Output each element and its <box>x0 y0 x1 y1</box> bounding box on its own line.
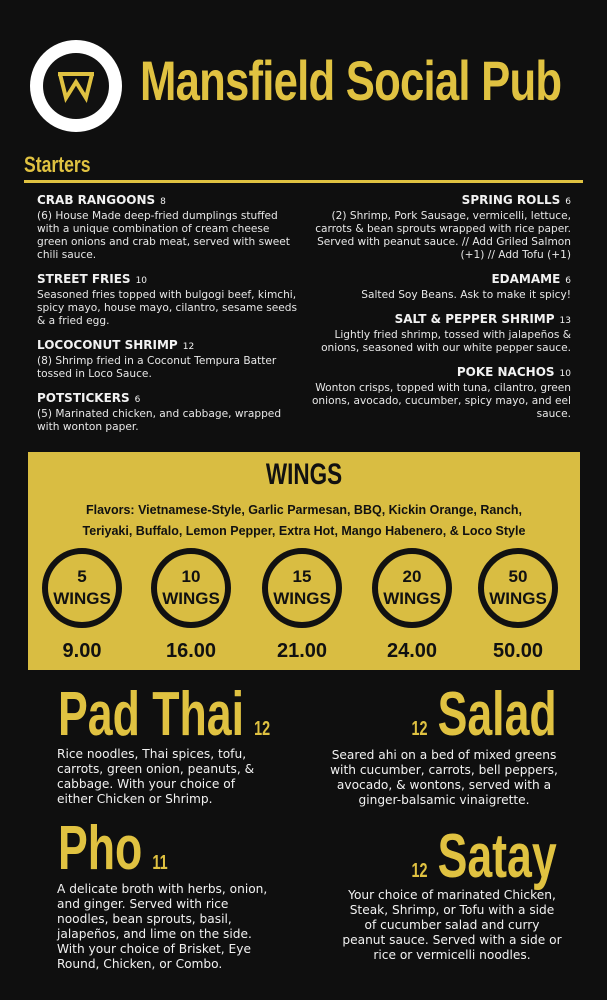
dish-description: Seared ahi on a bed of mixed greens with cucumber, carrots, bell peppers, avocado, & wontons, served with a ginger-balsamic vinaigrette. <box>330 748 558 807</box>
logo-monogram-icon <box>54 64 98 108</box>
wing-count: 5 <box>77 567 87 586</box>
item-name: STREET FRIES <box>37 272 131 286</box>
dish-description: Your choice of marinated Chicken, Steak, Shrimp, or Tofu with a side of cucumber salad and curry peanut sauce. Served with a side or rice or vermicelli noodles. <box>342 888 562 962</box>
wings-flavors: Flavors: Vietnamese-Style, Garlic Parmesan, BBQ, Kickin Orange, Ranch, Teriyaki, Buffalo, Lemon Pepper, Extra Hot, Mango Habenero, & Loco Style <box>82 503 526 538</box>
item-description: Seasoned fries topped with bulgogi beef, kimchi, spicy mayo, house mayo, cilantro, sesame seeds & a fried egg. <box>37 289 298 327</box>
section-divider <box>24 180 583 183</box>
menu-item <box>301 193 571 262</box>
dish-name: Pad Thai <box>58 680 245 749</box>
wing-price: 50.00 <box>492 640 544 662</box>
wing-count: 50 <box>508 567 528 586</box>
dish-name: Pho <box>58 814 143 883</box>
pub-logo <box>30 40 122 132</box>
menu-item <box>301 272 571 302</box>
item-name: CRAB RANGOONS <box>37 193 156 207</box>
item-name: POKE NACHOS <box>456 365 555 379</box>
menu-item <box>301 312 571 355</box>
wing-unit: WINGS <box>53 589 111 608</box>
item-name: LOCOCONUT SHRIMP <box>37 338 178 352</box>
item-description: Salted Soy Beans. Ask to make it spicy! <box>361 289 571 301</box>
item-price: 6 <box>565 276 571 286</box>
section-heading-starters: Starters <box>24 152 91 177</box>
item-price: 10 <box>135 276 148 286</box>
menu-item <box>301 365 571 421</box>
wings-title: WINGS <box>265 458 343 491</box>
wing-option-5 <box>42 548 122 628</box>
wing-count: 20 <box>402 567 422 586</box>
item-price: 8 <box>160 197 166 207</box>
wing-unit: WINGS <box>383 589 441 608</box>
wing-unit: WINGS <box>273 589 331 608</box>
wing-option-15 <box>262 548 342 628</box>
dish-price: 12 <box>411 718 428 740</box>
item-description: (5) Marinated chicken, and cabbage, wrapped with wonton paper. <box>37 408 282 433</box>
menu-item <box>37 338 299 381</box>
wing-price: 16.00 <box>165 640 217 662</box>
item-price: 6 <box>134 395 141 405</box>
item-description: (8) Shrimp fried in a Coconut Tempura Batter tossed in Loco Sauce. <box>37 355 277 380</box>
item-name: POTSTICKERS <box>37 391 130 405</box>
menu-item <box>37 193 299 262</box>
item-price: 13 <box>559 316 571 326</box>
item-description: Wonton crisps, topped with tuna, cilantro, green onions, avocado, cucumber, spicy mayo, and eel sauce. <box>311 382 571 420</box>
item-name: EDAMAME <box>491 272 561 286</box>
item-price: 6 <box>565 197 571 207</box>
item-price: 12 <box>182 342 195 352</box>
menu-item <box>37 272 299 328</box>
wing-count: 15 <box>292 567 312 586</box>
menu-item <box>37 391 299 434</box>
wing-count: 10 <box>181 567 201 586</box>
item-price: 10 <box>559 369 571 379</box>
wing-unit: WINGS <box>162 589 220 608</box>
dish-name: Salad <box>437 680 557 749</box>
wings-panel <box>28 452 580 670</box>
dish-description: Rice noodles, Thai spices, tofu, carrots, green onion, peanuts, & cabbage. With your choice of either Chicken or Shrimp. <box>57 747 255 806</box>
wing-option-50 <box>478 548 558 628</box>
dish-price: 12 <box>411 860 428 882</box>
page-title: Mansfield Social Pub <box>140 49 562 112</box>
starters-right-column <box>301 193 571 431</box>
wing-price: 24.00 <box>386 640 438 662</box>
dish-price: 12 <box>254 718 271 740</box>
item-name: SALT & PEPPER SHRIMP <box>394 312 555 326</box>
item-description: (6) House Made deep-fried dumplings stuffed with a unique combination of cream cheese green onions and crab meat, served with sweet chili sauce. <box>37 210 290 261</box>
item-name: SPRING ROLLS <box>461 193 561 207</box>
dish-name: Satay <box>437 822 557 891</box>
wing-unit: WINGS <box>489 589 547 608</box>
item-description: Lightly fried shrimp, tossed with jalapeños & onions, seasoned with our white pepper sauce. <box>321 329 571 354</box>
wing-option-20 <box>372 548 452 628</box>
item-description: (2) Shrimp, Pork Sausage, vermicelli, lettuce, carrots & bean sprouts wrapped with rice paper. Served with peanut sauce. // Add Griled Salmon (+1) // Add Tofu (+1) <box>315 210 571 261</box>
wing-price: 9.00 <box>62 640 102 662</box>
wing-price: 21.00 <box>276 640 328 662</box>
dish-description: A delicate broth with herbs, onion, and ginger. Served with rice noodles, bean sprouts, basil, jalapeños, and lime on the side. With your choice of Brisket, Eye Round, Chicken, or Combo. <box>57 882 268 971</box>
dish-price: 11 <box>152 852 168 874</box>
wing-option-10 <box>151 548 231 628</box>
starters-left-column <box>37 193 299 444</box>
